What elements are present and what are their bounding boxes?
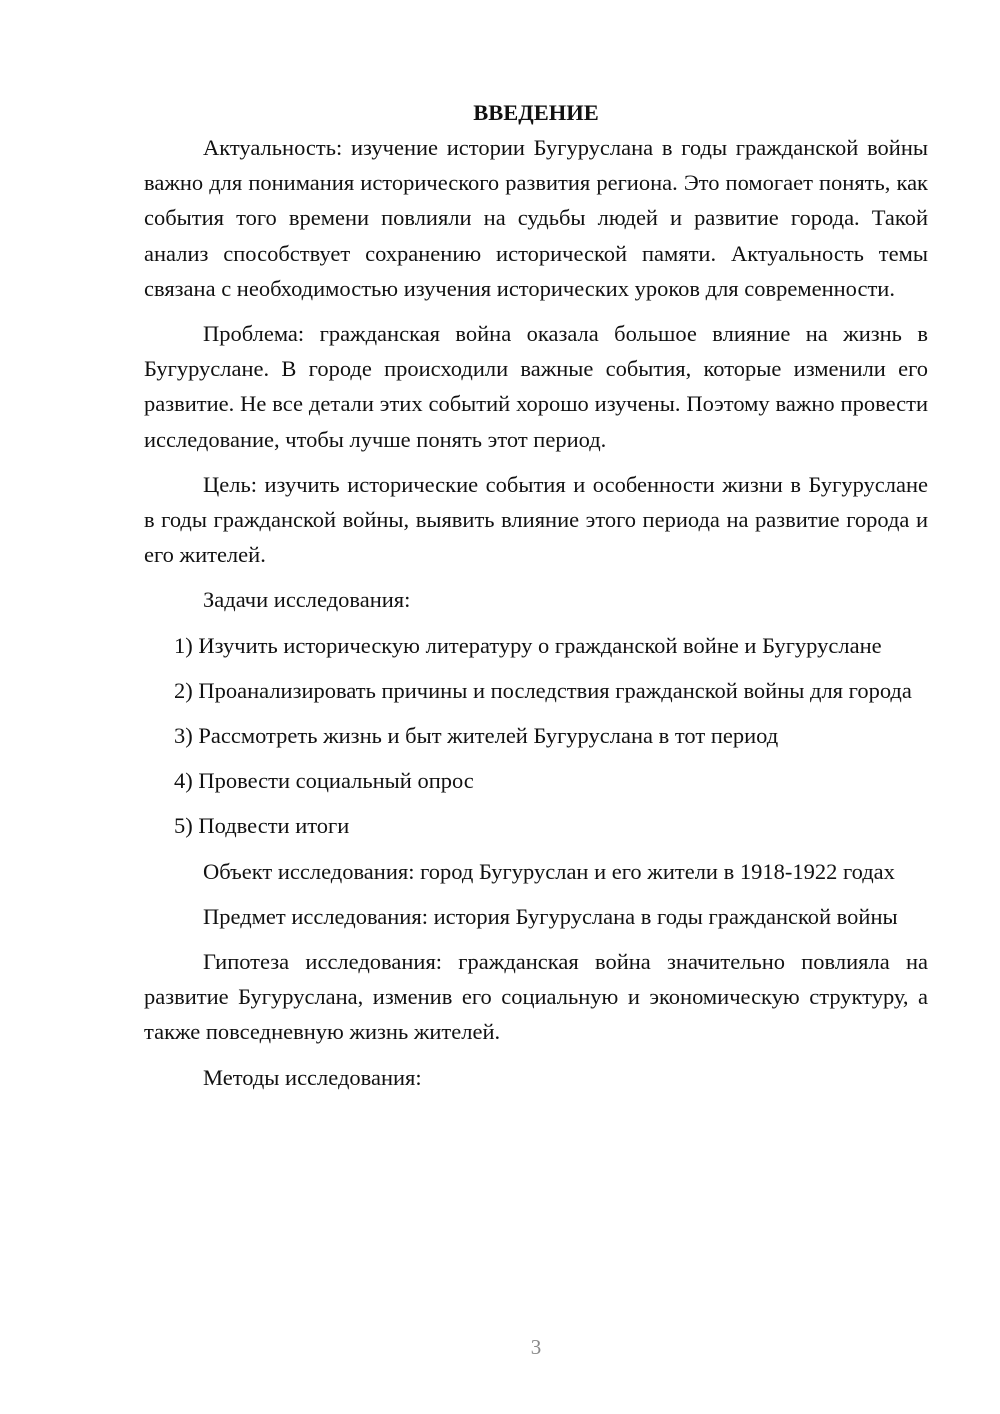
paragraph-problem: Проблема: гражданская война оказала большое влияние на жизнь в Бугуруслане. В городе происходили важные события, которые изменили его развитие. Не все детали этих событий хорошо изучены. Поэтому важно провести исследование, чтобы лучше понять этот период. bbox=[144, 321, 928, 452]
list-item: 3) Рассмотреть жизнь и быт жителей Бугуруслана в тот период bbox=[174, 723, 779, 749]
list-item: 1) Изучить историческую литературу о гражданской войне и Бугуруслане bbox=[174, 632, 882, 658]
list-item: 4) Провести социальный опрос bbox=[174, 768, 474, 794]
list-item: 2) Проанализировать причины и последствия гражданской войны для города bbox=[174, 677, 912, 703]
list-item: 5) Подвести итоги bbox=[174, 813, 350, 839]
page-content bbox=[144, 95, 928, 1095]
paragraph-hypothesis: Гипотеза исследования: гражданская война значительно повлияла на развитие Бугуруслана, изменив его социальную и экономическую структуру, а также повседневную жизнь жителей. bbox=[144, 949, 928, 1045]
tasks-heading: Задачи исследования: bbox=[203, 587, 411, 613]
paragraph-relevance: Актуальность: изучение истории Бугуруслана в годы гражданской войны важно для понимания исторического развития региона. Это помогает понять, как события того времени повлияли на судьбы людей и развитие города. Такой анализ способствует сохранению исторической памяти. Актуальность темы связана с необходимостью изучения исторических уроков для современности. bbox=[144, 135, 928, 301]
page-number: 3 bbox=[530, 1335, 542, 1359]
methods-heading: Методы исследования: bbox=[203, 1064, 422, 1090]
paragraph-object: Объект исследования: город Бугуруслан и его жители в 1918-1922 годах bbox=[203, 858, 895, 884]
page-title: ВВЕДЕНИЕ bbox=[473, 100, 599, 125]
paragraph-subject: Предмет исследования: история Бугуруслана в годы гражданской войны bbox=[203, 903, 898, 929]
paragraph-goal: Цель: изучить исторические события и особенности жизни в Бугуруслане в годы гражданской войны, выявить влияние этого периода на развитие города и его жителей. bbox=[144, 471, 928, 568]
